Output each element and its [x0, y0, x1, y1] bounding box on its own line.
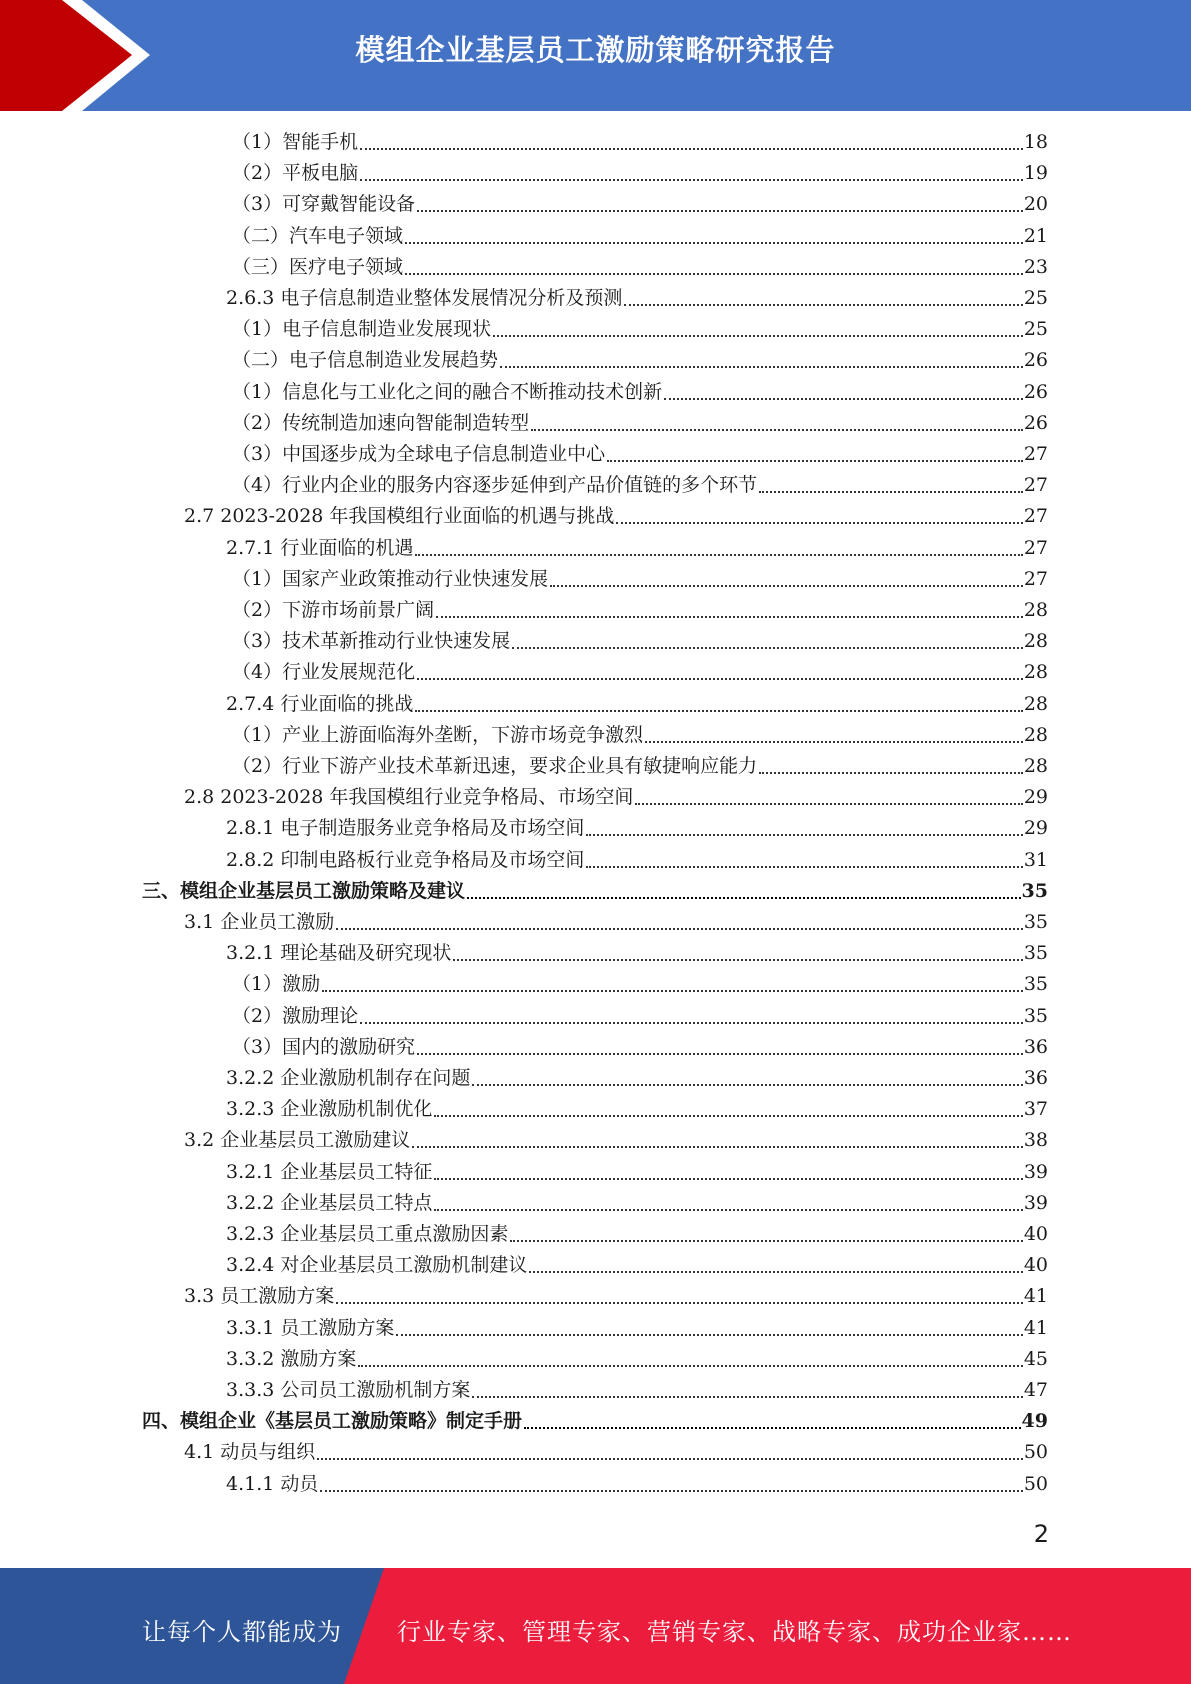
toc-entry-page: 41	[1023, 1316, 1048, 1339]
toc-entry[interactable]	[184, 1281, 1048, 1309]
toc-entry-page: 25	[1023, 318, 1048, 341]
footer-slogan-left: 让每个人都能成为	[142, 1618, 342, 1646]
toc-leader-dots	[336, 918, 1023, 930]
toc-entry[interactable]	[226, 1375, 1048, 1403]
toc-entry-page: 49	[1021, 1410, 1048, 1433]
toc-entry-label: 3.2.4 对企业基层员工激励机制建议	[226, 1254, 528, 1277]
toc-entry[interactable]	[184, 501, 1048, 529]
toc-entry-page: 19	[1023, 162, 1048, 185]
toc-entry-page: 35	[1023, 973, 1048, 996]
toc-entry-page: 28	[1023, 692, 1048, 715]
toc-entry-label: 2.8.2 印制电路板行业竞争格局及市场空间	[226, 848, 585, 871]
toc-entry-label: 3.2.3 企业激励机制优化	[226, 1098, 433, 1121]
page-header	[0, 0, 1191, 111]
toc-entry-label: （二）汽车电子领域	[232, 224, 404, 247]
toc-entry[interactable]	[184, 1125, 1048, 1153]
toc-entry[interactable]	[226, 689, 1048, 717]
toc-entry[interactable]	[232, 1001, 1048, 1029]
toc-entry-page: 27	[1023, 443, 1048, 465]
toc-entry[interactable]	[226, 1250, 1048, 1278]
toc-entry[interactable]	[232, 657, 1048, 685]
toc-entry-label: （4）行业内企业的服务内容逐步延伸到产品价值链的多个环节	[232, 474, 758, 497]
toc-leader-dots	[360, 169, 1023, 181]
toc-entry[interactable]	[232, 439, 1048, 467]
toc-entry[interactable]	[232, 127, 1048, 155]
toc-entry-label: 4.1.1 动员	[226, 1472, 319, 1495]
toc-entry[interactable]	[232, 377, 1048, 405]
toc-entry[interactable]	[226, 938, 1048, 966]
toc-entry-label: （1）信息化与工业化之间的融合不断推动技术创新	[232, 380, 663, 403]
toc-entry-page: 40	[1023, 1254, 1048, 1277]
toc-entry-page: 37	[1023, 1098, 1048, 1121]
toc-entry[interactable]	[226, 1344, 1048, 1372]
toc-leader-dots	[417, 1043, 1023, 1055]
toc-entry[interactable]	[232, 1032, 1048, 1060]
toc-entry-page: 50	[1023, 1472, 1048, 1495]
toc-entry-page: 31	[1023, 848, 1048, 871]
toc-entry-page: 27	[1023, 567, 1048, 590]
toc-entry[interactable]	[226, 533, 1048, 561]
toc-entry[interactable]	[232, 252, 1048, 280]
page-number: 2	[1033, 1520, 1049, 1548]
toc-entry-label: （2）激励理论	[232, 1004, 359, 1027]
toc-entry-label: 3.2.1 企业基层员工特征	[226, 1160, 433, 1183]
page-footer	[0, 1568, 1191, 1684]
toc-entry[interactable]	[232, 969, 1048, 997]
toc-entry[interactable]	[226, 1313, 1048, 1341]
toc-leader-dots	[500, 356, 1023, 368]
toc-entry-label: 2.7 2023-2028 年我国模组行业面临的机遇与挑战	[184, 505, 615, 528]
toc-entry-page: 39	[1023, 1160, 1048, 1183]
toc-leader-dots	[412, 1136, 1023, 1148]
toc-leader-dots	[759, 481, 1023, 493]
toc-entry[interactable]	[226, 1469, 1048, 1497]
toc-entry-label: （1）智能手机	[232, 131, 359, 153]
toc-leader-dots	[586, 856, 1022, 868]
report-title: 模组企业基层员工激励策略研究报告	[355, 33, 836, 67]
toc-leader-dots	[531, 419, 1023, 431]
toc-entry-label: 3.2.2 企业激励机制存在问题	[226, 1067, 471, 1089]
toc-entry[interactable]	[232, 314, 1048, 342]
toc-entry[interactable]	[142, 1406, 1048, 1434]
toc-entry-page: 28	[1023, 723, 1048, 746]
toc-entry[interactable]	[232, 345, 1048, 373]
toc-entry-label: 2.8.1 电子制造服务业竞争格局及市场空间	[226, 817, 585, 840]
toc-entry-label: （3）可穿戴智能设备	[232, 193, 416, 216]
toc-entry-page: 27	[1023, 536, 1048, 559]
toc-entry[interactable]	[232, 626, 1048, 654]
toc-entry-page: 26	[1023, 411, 1048, 434]
toc-leader-dots	[586, 824, 1022, 836]
toc-leader-dots	[358, 1355, 1022, 1367]
toc-entry[interactable]	[184, 1437, 1048, 1465]
toc-entry-page: 20	[1023, 193, 1048, 216]
toc-entry-label: （1）电子信息制造业发展现状	[232, 318, 492, 341]
toc-entry-page: 38	[1023, 1129, 1048, 1152]
toc-leader-dots	[417, 200, 1023, 212]
toc-leader-dots	[322, 980, 1023, 992]
toc-entry[interactable]	[232, 720, 1048, 748]
toc-entry-label: （2）传统制造加速向智能制造转型	[232, 411, 530, 434]
toc-entry-label: 3.2.3 企业基层员工重点激励因素	[226, 1223, 509, 1245]
toc-entry[interactable]	[226, 1094, 1048, 1122]
toc-entry-page: 35	[1023, 911, 1048, 933]
toc-leader-dots	[472, 1074, 1022, 1086]
toc-entry-page: 41	[1023, 1285, 1048, 1308]
toc-leader-dots	[434, 1199, 1022, 1211]
toc-entry-page: 45	[1023, 1347, 1048, 1370]
toc-leader-dots	[434, 1105, 1022, 1117]
toc-leader-dots	[759, 762, 1023, 774]
toc-leader-dots	[510, 1230, 1022, 1242]
toc-entry[interactable]	[184, 782, 1048, 810]
toc-entry-page: 18	[1023, 131, 1048, 153]
toc-leader-dots	[645, 731, 1023, 743]
toc-entry-label: （1）激励	[232, 973, 321, 996]
toc-entry-label: 3.3 员工激励方案	[184, 1285, 335, 1308]
toc-entry-label: 3.3.2 激励方案	[226, 1347, 357, 1370]
toc-entry-page: 36	[1023, 1035, 1048, 1058]
toc-entry-page: 25	[1023, 287, 1048, 309]
toc-leader-dots	[405, 232, 1023, 244]
toc-entry[interactable]	[232, 189, 1048, 217]
toc-entry-page: 21	[1023, 224, 1048, 247]
toc-entry-label: 2.8 2023-2028 年我国模组行业竞争格局、市场空间	[184, 786, 634, 809]
toc-leader-dots	[472, 1386, 1022, 1398]
toc-leader-dots	[524, 1417, 1021, 1429]
toc-leader-dots	[529, 1261, 1022, 1273]
toc-leader-dots	[360, 1012, 1023, 1024]
toc-entry-label: 4.1 动员与组织	[184, 1441, 316, 1464]
toc-entry-page: 29	[1023, 817, 1048, 840]
toc-entry-label: 3.1 企业员工激励	[184, 911, 335, 933]
toc-entry-label: 3.2.2 企业基层员工特点	[226, 1191, 433, 1214]
toc-entry[interactable]	[226, 813, 1048, 841]
toc-leader-dots	[417, 668, 1023, 680]
toc-entry-label: 3.2 企业基层员工激励建议	[184, 1129, 411, 1152]
toc-leader-dots	[467, 887, 1021, 899]
toc-entry-label: （2）行业下游产业技术革新迅速，要求企业具有敏捷响应能力	[232, 755, 758, 777]
toc-leader-dots	[436, 606, 1023, 618]
toc-entry[interactable]	[226, 1157, 1048, 1185]
toc-leader-dots	[396, 1324, 1022, 1336]
toc-entry-label: （4）行业发展规范化	[232, 661, 416, 684]
toc-entry-page: 28	[1023, 599, 1048, 621]
toc-entry-label: 3.2.1 理论基础及研究现状	[226, 942, 452, 965]
toc-entry-label: （3）国内的激励研究	[232, 1035, 416, 1058]
toc-entry-label: 3.3.1 员工激励方案	[226, 1316, 395, 1339]
toc-entry[interactable]	[232, 751, 1048, 779]
toc-entry-page: 28	[1023, 661, 1048, 684]
toc-entry[interactable]	[232, 221, 1048, 249]
toc-entry-label: 三、模组企业基层员工激励策略及建议	[142, 879, 466, 902]
toc-leader-dots	[607, 450, 1023, 462]
toc-entry-page: 50	[1023, 1441, 1048, 1464]
toc-entry-page: 27	[1023, 505, 1048, 528]
toc-entry-page: 28	[1023, 755, 1048, 777]
toc-entry-label: 3.3.3 公司员工激励机制方案	[226, 1379, 471, 1401]
toc-entry-page: 35	[1023, 942, 1048, 965]
toc-entry-label: （2）平板电脑	[232, 162, 359, 185]
toc-leader-dots	[415, 544, 1022, 556]
toc-entry-page: 28	[1023, 630, 1048, 653]
toc-entry[interactable]	[232, 470, 1048, 498]
toc-entry-page: 47	[1023, 1379, 1048, 1401]
toc-leader-dots	[360, 138, 1023, 150]
toc-entry[interactable]	[226, 845, 1048, 873]
toc-leader-dots	[624, 294, 1022, 306]
toc-leader-dots	[336, 1292, 1023, 1304]
toc-leader-dots	[635, 793, 1022, 805]
toc-leader-dots	[550, 575, 1023, 587]
toc-leader-dots	[320, 1480, 1022, 1492]
toc-entry-label: （1）国家产业政策推动行业快速发展	[232, 567, 549, 590]
toc-leader-dots	[512, 637, 1023, 649]
toc-entry-label: （三）医疗电子领域	[232, 255, 404, 278]
toc-entry[interactable]	[232, 408, 1048, 436]
toc-entry-label: 2.6.3 电子信息制造业整体发展情况分析及预测	[226, 287, 623, 309]
toc-entry[interactable]	[232, 158, 1048, 186]
toc-leader-dots	[317, 1448, 1023, 1460]
toc-leader-dots	[434, 1168, 1022, 1180]
toc-entry-page: 39	[1023, 1191, 1048, 1214]
toc-entry[interactable]	[184, 907, 1048, 935]
toc-entry-label: （二）电子信息制造业发展趋势	[232, 349, 499, 372]
toc-entry-label: 四、模组企业《基层员工激励策略》制定手册	[142, 1410, 523, 1433]
toc-entry[interactable]	[226, 1188, 1048, 1216]
toc-entry-page: 40	[1023, 1223, 1048, 1245]
toc-leader-dots	[493, 325, 1023, 337]
toc-entry[interactable]	[232, 564, 1048, 592]
toc-entry-label: （2）下游市场前景广阔	[232, 599, 435, 621]
toc-entry-page: 35	[1023, 1004, 1048, 1027]
toc-leader-dots	[664, 388, 1023, 400]
toc-entry-page: 36	[1023, 1067, 1048, 1089]
toc-entry[interactable]	[226, 1063, 1048, 1091]
toc-leader-dots	[405, 263, 1023, 275]
toc-entry[interactable]	[142, 876, 1048, 904]
toc-entry-label: （3）中国逐步成为全球电子信息制造业中心	[232, 443, 606, 465]
toc-leader-dots	[616, 512, 1022, 524]
toc-entry-page: 27	[1023, 474, 1048, 497]
toc-leader-dots	[415, 700, 1022, 712]
toc-entry-page: 29	[1023, 786, 1048, 809]
toc-entry[interactable]	[232, 595, 1048, 623]
toc-entry-label: （3）技术革新推动行业快速发展	[232, 630, 511, 653]
toc-entry-label: （1）产业上游面临海外垄断，下游市场竞争激烈	[232, 723, 644, 746]
toc-leader-dots	[453, 949, 1022, 961]
toc-entry-page: 35	[1021, 879, 1048, 902]
toc-entry[interactable]	[226, 1219, 1048, 1247]
footer-slogan-right: 行业专家、管理专家、营销专家、战略专家、成功企业家……	[397, 1618, 1072, 1646]
toc-entry[interactable]	[226, 283, 1048, 311]
toc-entry-page: 23	[1023, 255, 1048, 278]
toc-entry-page: 26	[1023, 349, 1048, 372]
toc-entry-label: 2.7.1 行业面临的机遇	[226, 536, 414, 559]
toc-entry-page: 26	[1023, 380, 1048, 403]
toc-entry-label: 2.7.4 行业面临的挑战	[226, 692, 414, 715]
